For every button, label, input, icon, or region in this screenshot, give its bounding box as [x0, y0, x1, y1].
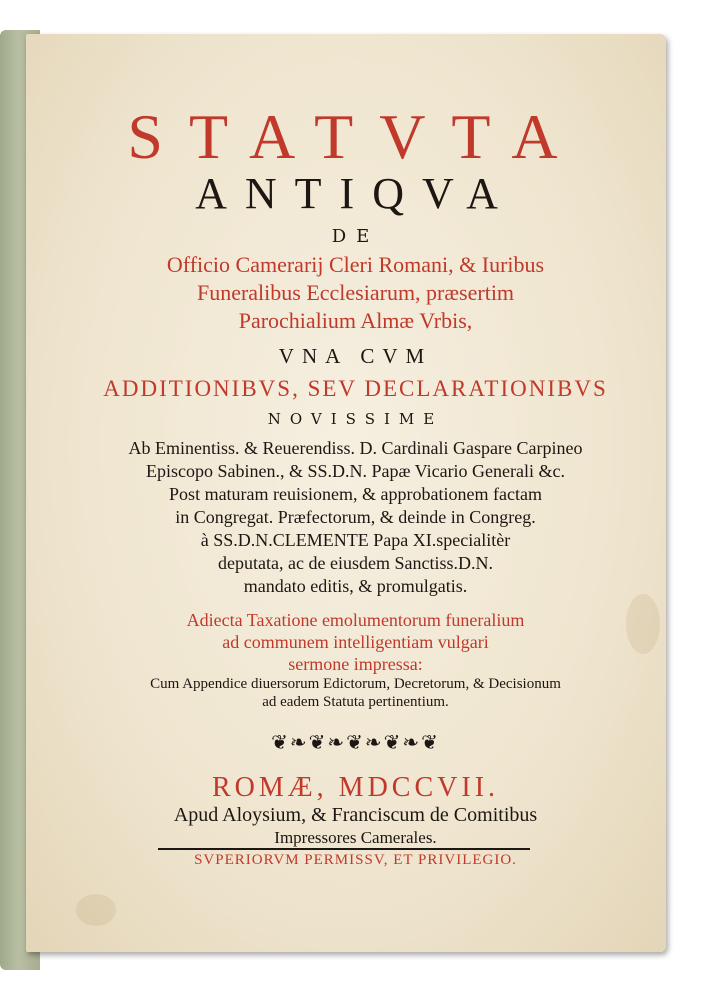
title-line-2: ANTIQVA: [195, 169, 516, 218]
authority-line: Ab Eminentiss. & Reuerendiss. D. Cardinali Gaspare Carpineo: [128, 438, 583, 458]
authority-line: Post maturam reuisionem, & approbationem factam: [169, 484, 542, 504]
novissime-line: NOVISSIME: [267, 410, 444, 428]
additions-line: ADDITIONIBVS, SEV DECLARATIONIBVS: [103, 376, 608, 401]
subject-line: Funeralibus Ecclesiarum, præsertim: [196, 280, 515, 305]
imprint-rule: [158, 848, 530, 850]
authority-line: à SS.D.N.CLEMENTE Papa XI.specialitèr: [200, 530, 511, 550]
de-line: DE: [331, 226, 380, 247]
authority-line: Episcopo Sabinen., & SS.D.N. Papæ Vicario Generali &c.: [145, 461, 566, 481]
authority-line: in Congregat. Præfectorum, & deinde in Congreg.: [175, 507, 536, 527]
authority-line: deputata, ac de eiusdem Sanctiss.D.N.: [218, 553, 493, 573]
authority-line: mandato editis, & promulgatis.: [243, 576, 468, 596]
adiecta-line: sermone impressa:: [288, 654, 423, 674]
imprint-city-year: ROMÆ, MDCCVII.: [211, 772, 500, 803]
imprint-office: Impressores Camerales.: [274, 828, 437, 847]
subject-line: Parochialium Almæ Vrbis,: [238, 308, 473, 333]
adiecta-line: Adiecta Taxatione emolumentorum funeralium: [186, 610, 525, 630]
appendix-line: ad eadem Statuta pertinentium.: [262, 694, 449, 710]
imprint-printers: Apud Aloysium, & Franciscum de Comitibus: [173, 804, 538, 826]
adiecta-line: ad communem intelligentiam vulgari: [222, 632, 489, 652]
una-cum-line: VNA CVM: [278, 344, 433, 368]
privilege-line: SVPERIORVM PERMISSV, ET PRIVILEGIO.: [194, 852, 517, 868]
ornament-band: ❦❧❦❧❦❧❦❧❦: [271, 730, 440, 754]
appendix-line: Cum Appendice diuersorum Edictorum, Decretorum, & Decisionum: [150, 676, 561, 692]
subject-line: Officio Camerarij Cleri Romani, & Iuribus: [166, 252, 545, 277]
title-line-1: STATVTA: [127, 101, 584, 172]
paper-stain: [76, 894, 116, 926]
